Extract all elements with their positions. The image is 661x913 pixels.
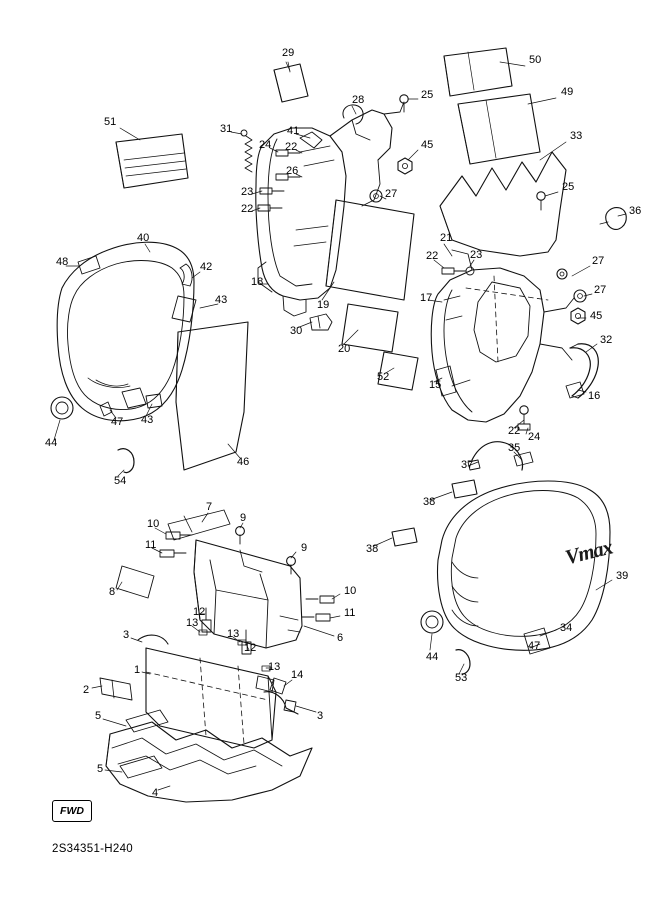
- callout-28: 28: [352, 94, 365, 106]
- callout-22-d: 22: [508, 425, 521, 437]
- callout-24-b: 24: [528, 431, 541, 443]
- callout-13-b: 13: [227, 628, 240, 640]
- callout-13-c: 13: [268, 661, 281, 673]
- callout-47-a: 47: [111, 416, 124, 428]
- callout-39: 39: [616, 570, 629, 582]
- callout-42: 42: [200, 261, 213, 273]
- callout-46: 46: [237, 456, 250, 468]
- callout-8: 8: [109, 586, 116, 598]
- callout-13-a: 13: [186, 617, 199, 629]
- callout-45-a: 45: [421, 139, 434, 151]
- callout-37: 37: [461, 459, 474, 471]
- callout-38-a: 38: [423, 496, 436, 508]
- callout-3-b: 3: [317, 710, 324, 722]
- callout-27-c: 27: [594, 284, 607, 296]
- callout-31: 31: [220, 123, 233, 135]
- callout-53: 53: [455, 672, 468, 684]
- callout-3-a: 3: [123, 629, 130, 641]
- callout-32: 32: [600, 334, 613, 346]
- callout-11-b: 11: [344, 607, 356, 619]
- callout-10-b: 10: [344, 585, 357, 597]
- brand-watermark: Vmax: [562, 534, 615, 570]
- callout-12-b: 12: [244, 642, 257, 654]
- callout-22-c: 22: [426, 250, 439, 262]
- callout-19: 19: [317, 299, 330, 311]
- callout-15: 15: [429, 379, 442, 391]
- callout-34: 34: [560, 622, 573, 634]
- callout-54: 54: [114, 475, 127, 487]
- callout-49: 49: [561, 86, 574, 98]
- callout-18: 18: [251, 276, 264, 288]
- callout-25-top: 25: [421, 89, 434, 101]
- callout-9-a: 9: [240, 512, 247, 524]
- callout-43-b: 43: [141, 414, 154, 426]
- callout-35: 35: [508, 442, 521, 454]
- callout-24-a: 24: [259, 139, 272, 151]
- callout-23-b: 23: [470, 249, 483, 261]
- callout-36: 36: [629, 205, 642, 217]
- callout-47-b: 47: [528, 640, 541, 652]
- callout-7: 7: [206, 501, 213, 513]
- callout-33: 33: [570, 130, 583, 142]
- callout-43-a: 43: [215, 294, 228, 306]
- callout-9-b: 9: [301, 542, 308, 554]
- callout-17: 17: [420, 292, 433, 304]
- callout-11-a: 11: [145, 539, 157, 551]
- callout-16: 16: [588, 390, 601, 402]
- part-number-label: 2S34351-H240: [52, 843, 133, 855]
- callout-4: 4: [152, 787, 159, 799]
- callout-48: 48: [56, 256, 69, 268]
- callout-20: 20: [338, 343, 351, 355]
- callout-25-b: 25: [562, 181, 575, 193]
- callout-26: 26: [286, 165, 299, 177]
- callout-2: 2: [83, 684, 90, 696]
- callout-22-b: 22: [241, 203, 254, 215]
- callout-50: 50: [529, 54, 542, 66]
- callout-52: 52: [377, 371, 390, 383]
- callout-29: 29: [282, 47, 295, 59]
- callout-21: 21: [440, 232, 453, 244]
- callout-23-a: 23: [241, 186, 254, 198]
- callout-6: 6: [337, 632, 344, 644]
- callout-38-b: 38: [366, 543, 379, 555]
- callout-44-b: 44: [426, 651, 439, 663]
- callout-27-b: 27: [592, 255, 605, 267]
- callout-22-a: 22: [285, 141, 298, 153]
- callout-5-b: 5: [97, 763, 104, 775]
- callout-44-a: 44: [45, 437, 58, 449]
- callout-40: 40: [137, 232, 150, 244]
- callout-5-a: 5: [95, 710, 102, 722]
- callout-51: 51: [104, 116, 117, 128]
- callout-12-a: 12: [193, 606, 206, 618]
- callout-30: 30: [290, 325, 303, 337]
- fwd-badge: FWD: [52, 800, 92, 822]
- callout-1: 1: [134, 664, 141, 676]
- callout-27-a: 27: [385, 188, 398, 200]
- callout-45-b: 45: [590, 310, 603, 322]
- callout-14: 14: [291, 669, 304, 681]
- callout-41: 41: [287, 125, 300, 137]
- callout-10-a: 10: [147, 518, 160, 530]
